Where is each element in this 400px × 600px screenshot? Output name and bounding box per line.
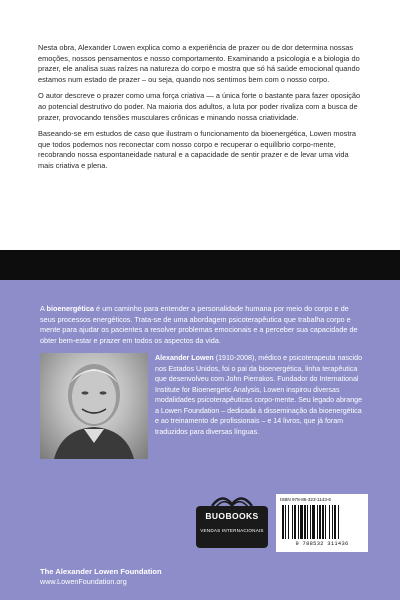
barcode-bar [307, 505, 308, 539]
back-cover-top [0, 0, 400, 250]
publisher-tagline: VENDAS INTERNACIONAIS [200, 528, 264, 533]
barcode-bar [312, 505, 315, 539]
barcode-bar [332, 505, 333, 539]
barcode-bar [334, 505, 336, 539]
barcode-bar [282, 505, 284, 539]
foundation-url[interactable]: www.LowenFoundation.org [40, 577, 127, 586]
description-paragraph: O autor descreve o prazer como uma força criativa — a única forte o bastante para fazer oposição ao potencial destrutivo do poder. Na maioria dos adultos, a luta por poder rivaliza com a busca de prazer, provocando tensões musculares crônicas e minando nossa criatividade. [38, 91, 361, 122]
intro-prefix: A [40, 304, 47, 313]
barcode-bars [282, 505, 362, 539]
publisher-logo [196, 490, 268, 548]
barcode-bar [285, 505, 286, 539]
barcode-bar [325, 505, 326, 539]
author-name: Alexander Lowen [155, 354, 214, 362]
foundation-credit [40, 567, 162, 587]
barcode-bar [298, 505, 299, 539]
isbn-barcode [276, 494, 368, 552]
author-bio [155, 353, 367, 437]
barcode-bar [288, 505, 289, 539]
description-text [38, 43, 364, 178]
author-photo [40, 353, 148, 459]
intro-bold-term: bioenergética [46, 304, 94, 313]
isbn-digits: 9 788532 311436 [295, 541, 349, 547]
barcode-bar [319, 505, 321, 539]
intro-text: é um caminho para entender a personalidade humana por meio do corpo e de seus processos energéticos. Trata-se de uma abordagem psicoterapêutica que trabalha corpo e mente para ajudar os pacientes a resolver problemas emocionais e a perceber sua capacidade de obter bem-estar e prazer em todos os aspectos da vida. [40, 304, 358, 345]
description-paragraph: Baseando-se em estudos de caso que ilustram o funcionamento da bioenergética, Lowen mostra que todos podemos nos reconectar com nosso corpo e recuperar o equilíbrio corpo-mente, recobrando nossa espontaneidade natural e a capacidade de sentir prazer e de levar uma vida mais criativa e plena. [38, 129, 356, 170]
barcode-bar [292, 505, 293, 539]
isbn-label: ISBN 978-85-323-1143-6 [280, 497, 331, 502]
barcode-bar [338, 505, 339, 539]
author-bio-text: (1910-2008), médico e psicoterapeuta nascido nos Estados Unidos, foi o pai da bioenergética, linha terapêutica que desenvolveu com John Pierrakos. Fundador do International Institute for Bioenergetic Analysis, Lowen inspirou diversas modalidades psicoterapêuticas corpo-mente. Seu legado abrange a Lowen Foundation – dedicada à disseminação da bioenergética e ao treinamento de profissionais – e 14 livros, que já foram traduzidos para diversas línguas. [155, 354, 363, 436]
bioenergetics-intro [40, 304, 365, 346]
barcode-bar [300, 505, 303, 539]
black-band [0, 250, 400, 280]
barcode-bar [310, 505, 311, 539]
description-paragraph: Nesta obra, Alexander Lowen explica como a experiência de prazer ou de dor determina nossas emoções, nossos pensamentos e nosso comportamento. Examinando a psicologia e a biologia do prazer, ele analisa suas raízes na natureza do corpo e mostra que só há saúde emocional quando estamos num estado de prazer – ou seja, quando nos sentimos bem com o nosso corpo. [38, 43, 360, 84]
barcode-bar [317, 505, 318, 539]
publisher-name: BUOBOOKS [205, 511, 259, 521]
barcode-bar [294, 505, 296, 539]
barcode-bar [304, 505, 306, 539]
barcode-bar [322, 505, 324, 539]
back-cover-bottom-panel [0, 280, 400, 600]
barcode-bar [329, 505, 330, 539]
foundation-name: The Alexander Lowen Foundation [40, 567, 162, 576]
